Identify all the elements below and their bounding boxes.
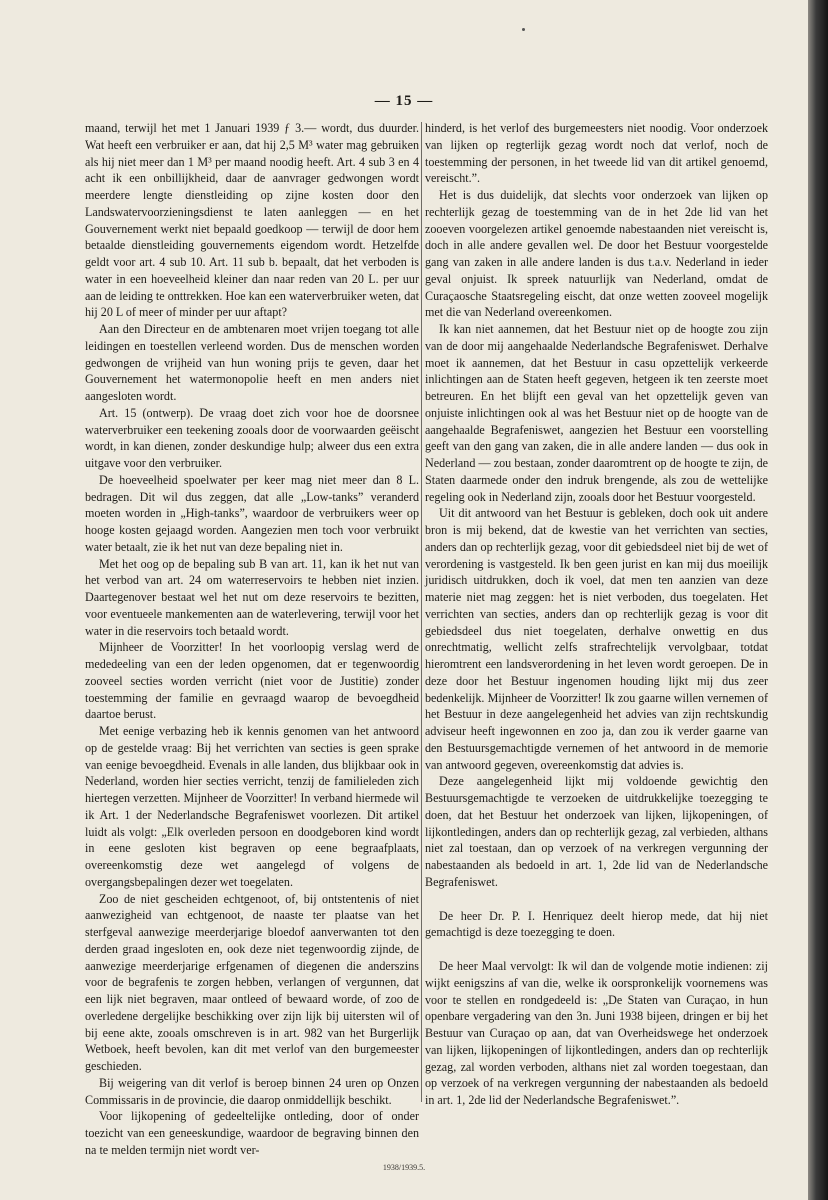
paragraph: Deze aangelegenheid lijkt mij voldoende gewichtig den Bestuursgemachtigde te verzoeken de uitdrukkelijke toezegging te doen, dat het Bestuur het onderzoek van lijken, lijkopeningen, of lijkontledingen, anders dan op rechterlijk gezag, zal verbieden, althans niet zal toestaan, dan op verzoek of na verkregen vergunning der nabestaanden als bedoeld in art. 1, 2de lid van de Nederlandsche Begrafeniswet. (425, 774, 768, 889)
paragraph: De heer Maal vervolgt: Ik wil dan de volgende motie indienen: zij wijkt eenigszins af van die, welke ik oorspronkelijk voornemens was voor te stellen en rondgedeeld is: „De Staten van Curaçao, in hun openbare vergadering van den 3n. Juni 1938 bijeen, dringen er bij het Bestuur van Curaçao op aan, dat van Overheidswege het onderzoek van lijken, lijkopeningen of lijkontledingen, anders dan op rechterlijk gezag, zal worden verboden, althans niet zal worden toegestaan, dan op verzoek of na verkregen vergunning der nabestaanden als bedoeld in art. 1, 2de lid der Nederlandsche Begrafeniswet.”. (425, 959, 768, 1107)
paragraph: hinderd, is het verlof des burgemeesters niet noodig. Voor onderzoek van lijken op regterlijk gezag wordt noch dat verlof, noch de toestemming der personen, in het tweede lid van dit artikel genoemd, vereischt.”. (425, 121, 768, 186)
left-column (85, 120, 419, 1159)
paragraph: Aan den Directeur en de ambtenaren moet vrijen toegang tot alle leidingen en toestellen verleend worden. Dus de menschen worden gedwongen de vrijheid van hun woning prijs te geven, daar het Gouvernement het watermonopolie heeft en men anders niet aangesloten wordt. (85, 322, 419, 403)
paragraph: Met eenige verbazing heb ik kennis genomen van het antwoord op de gestelde vraag: Bij het verrichten van secties is geen sprake van eenige bevoegdheid. Evenals in alle landen, dus blijkbaar ook in Nederland, worden hier secties verricht, tenzij de familieleden zich hiertegen verzetten. Mijnheer de Voorzitter! In verband hiermede wil ik Art. 1 der Nederlandsche Begrafeniswet voorlezen. Dit artikel luidt als volgt: „Elk overleden persoon en doodgeboren kind wordt in eene gesloten kist begraven op eene begraafplaats, overeenkomstig deze wet aangelegd of volgens de overgangsbepalingen dezer wet toegelaten. (85, 724, 419, 889)
paragraph: Bij weigering van dit verlof is beroep binnen 24 uren op Onzen Commissaris in de provincie, die daarop onmiddellijk beschikt. (85, 1075, 419, 1107)
print-speck (522, 28, 525, 31)
page-number: — 15 — (374, 93, 434, 109)
print-footer: 1938/1939.5. (382, 1163, 426, 1172)
paragraph: Ik kan niet aannemen, dat het Bestuur niet op de hoogte zou zijn van de door mij aangehaalde Nederlandsche Begrafeniswet. Derhalve moet ik aannemen, dat het Bestuur in casu opzettelijk verkeerde inlichtingen aan de Staten heeft gegeven, hetgeen ik ten zeerste moet betreuren. En het blijft een geval van het opzettelijk geven van onjuiste inlichtingen ook al was het Bestuur niet op de hoogte van de aangehaalde Begrafeniswet, aangezien het Bestuur een voorstelling geeft van den gang van zaken, die in alle andere landen — dus ook in Nederland — zou bestaan, zonder daaromtrent op de hoogte te zijn, de Staten daarmede onder den indruk brengende, als zou de wettelijke regeling ook in Nederland zijn, zooals door het Bestuur voorgesteld. (425, 322, 768, 504)
right-column (425, 120, 768, 1109)
paragraph: De hoeveelheid spoelwater per keer mag niet meer dan 8 L. bedragen. Dit wil dus zeggen, dat alle „Low-tanks” veranderd moeten worden in „High-tanks”, waardoor de verbruikers weer op hooge kosten gejaagd worden. Aangezien men toch voor verbruikt water betaalt, zie ik het nut van deze bepaling niet in. (85, 472, 419, 554)
paragraph: maand, terwijl het met 1 Januari 1939 ƒ 3.— wordt, dus duurder. Wat heeft een verbruiker er aan, dat hij 2,5 M³ water mag gebruiken als hij niet meer dan 1 M³ per maand noodig heeft. Art. 4 sub 3 en 4 acht ik een onbillijkheid, daar de aanvrager gedwongen wordt meerdere lengte dienstleiding op zijne kosten door den Landswatervoorzieningsdienst te laten aanleggen — en het Gouvernement werkt niet bepaald goedkoop — terwijl de door hem betaalde dienstleiding gouvernements eigendom wordt. Hetzelfde geldt voor art. 4 sub 10. Art. 11 sub b. bepaalt, dat het verboden is water in een hoeveelheid kleiner dan naar reden van 20 L. per uur aan de leiding te onttrekken. Hoe kan een waterverbruiker weten, dat hij 20 L of meer of minder per uur aftapt? (85, 121, 419, 320)
paragraph: Het is dus duidelijk, dat slechts voor onderzoek van lijken op rechterlijk gezag de toestemming van de in het 2de lid van het zooeven voorgelezen artikel genoemde nabestaanden niet vereischt is, doch in alle andere gevallen wel. De door het Bestuur voorgestelde gang van zaken in alle andere landen is dus t.a.v. Nederland in ieder geval onjuist. Ik spreek natuurlijk van Nederland, omdat de Curaçaosche Staatsregeling eischt, dat onze wetten zooveel mogelijk met die van Nederland overeenkomen. (425, 188, 768, 320)
column-divider (421, 122, 422, 1102)
paragraph: Voor lijkopening of gedeeltelijke ontleding, door of onder toezicht van een geneeskundige, waardoor de begraving binnen den na te melden termijn niet wordt ver- (85, 1109, 419, 1157)
paragraph: Uit dit antwoord van het Bestuur is gebleken, doch ook uit andere bron is mij bekend, dat de kwestie van het verrichten van secties, anders dan op rechterlijk gezag, voor dit gebiedsdeel niet bij de wet of verordening is vastgesteld. Ik ben geen jurist en kan mij dus moeilijk juridisch uitdrukken, doch ik voel, dat men ten aanzien van deze materie niet mag zeggen: het is niet verboden, dus toegelaten. Het verrichten van secties, anders dan op rechterlijk gezag is voor dit gebiedsdeel dus niet toegelaten, derhalve onwettig en dus onrechtmatig, wellicht zelfs strafrechtelijk vervolgbaar, totdat hieromtrent een landsverordening in het leven wordt geroepen. De in deze door het Bestuur ingenomen houding lijkt mij dus zeer bedenkelijk. Mijnheer de Voorzitter! Ik zou gaarne willen vernemen of het Bestuur in deze aangelegenheid het advies van zijn rechtskundig adviseur heeft ingewonnen en zoo ja, dan zou ik verder gaarne van den Bestuursgemachtigde vernemen of het antwoord in de memorie van antwoord gegeven, overeenkomstig dat advies is. (425, 506, 768, 772)
paragraph: Art. 15 (ontwerp). De vraag doet zich voor hoe de doorsnee waterverbruiker een teekening zooals door de voorwaarden geëischt wordt, in kan dienen, zonder deskundige hulp; alweer dus een extra uitgave voor den verbruiker. (85, 405, 419, 470)
paragraph: Met het oog op de bepaling sub B van art. 11, kan ik het nut van het verbod van art. 24 om waterreservoirs te hebben niet inzien. Daartegenover bestaat wel het nut om deze reservoirs te bezitten, voor eventueele mankementen aan de waterlevering, terwijl voor het water in die reservoirs toch betaald wordt. (85, 556, 419, 638)
paragraph: Mijnheer de Voorzitter! In het voorloopig verslag werd de mededeeling van een der leden opgenomen, dat er tegenwoordig zooveel secties worden verricht (niet voor de Justitie) zonder toestemming der familie en gevraagd waarop de bevoegdheid daartoe berust. (85, 640, 419, 722)
paragraph: De heer Dr. P. I. Henriquez deelt hierop mede, dat hij niet gemachtigd is deze toezegging te doen. (425, 908, 768, 940)
paragraph: Zoo de niet gescheiden echtgenoot, of, bij ontstentenis of niet aanwezigheid van echtgenoot, de naaste ter plaatse van het sterfgeval aanwezige meerderjarige bloedof aanverwanten tot den derden graad ingesloten en, ook deze niet tegenwoordig zijnde, de aanwezige meerderjarige erfgenamen of diegenen die anderszins voor de begrafenis te zorgen hebben, verlangen of vergunnen, dat een lijk niet begraven, maar ontleed of bewaard worde, of zoo de overledene dergelijke beschikking over zijn lijk bij uitersten wil of bij eene akte, zooals omschreven is in art. 982 van het Burgerlijk Wetboek, heeft bevolen, kan dit met verlof van den burgemeester geschieden. (85, 891, 419, 1073)
scan-edge (808, 0, 828, 1200)
